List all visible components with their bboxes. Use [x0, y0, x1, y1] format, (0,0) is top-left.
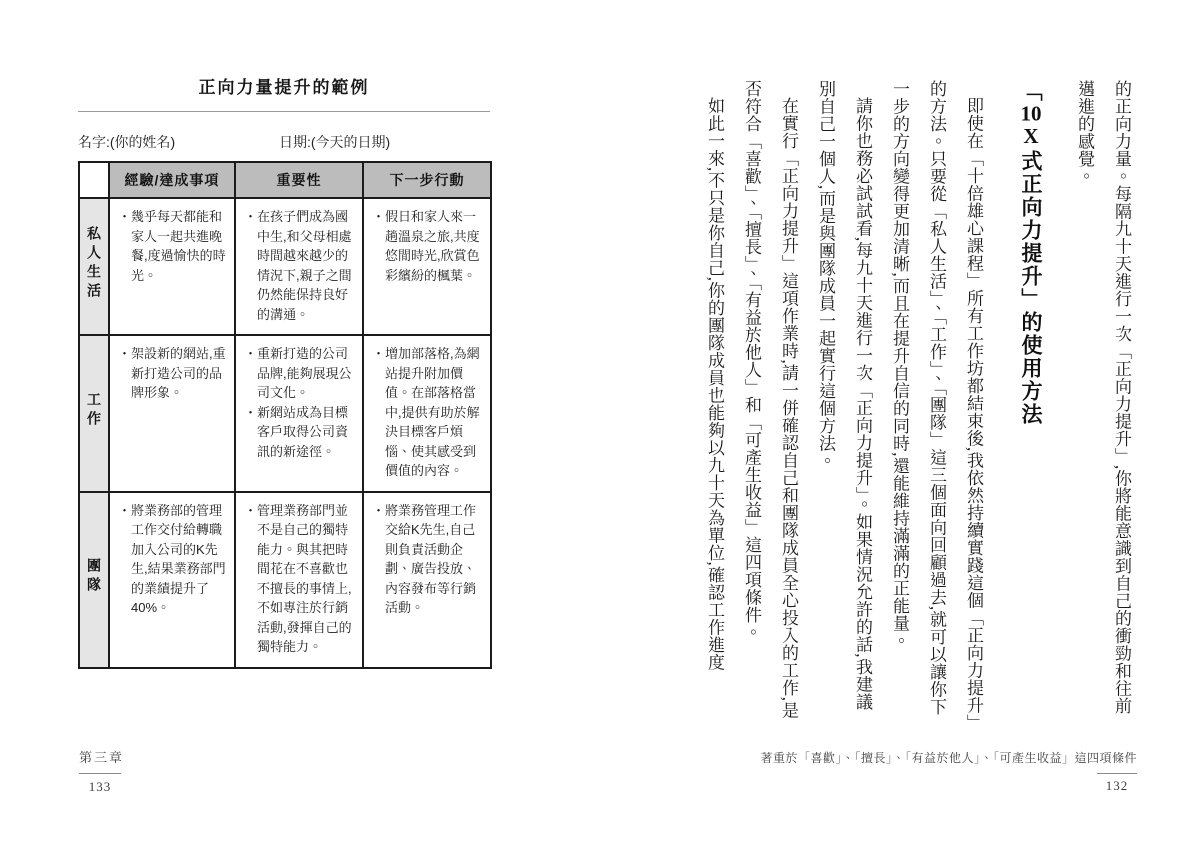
bullet-item: ・ 將業務部的管理工作交付給轉職加入公司的K先生,結果業務部門的業績提升了40%。	[118, 501, 228, 618]
row-label-work	[79, 335, 109, 492]
table-row-team	[79, 492, 491, 668]
right-page	[696, 80, 1140, 726]
cell-private-next-action	[363, 198, 491, 335]
bullet-item: ・ 重新打造的公司品牌,能夠展現公司文化。	[244, 344, 356, 403]
heading-rest: 式正向力提升」的使用方法	[1019, 150, 1043, 426]
running-note: 著重於「喜歡」、「擅長」、「有益於他人」、「可產生收益」這四項條件	[760, 751, 1137, 765]
cell-private-importance	[235, 198, 363, 335]
paragraph: 在實行「正向力提升」這項作業時,請一併確認自己和團隊成員全心投入的工作,是否符合「喜歡」、「擅長」、「有益於他人」和「可產生收益」這四項條件。	[742, 80, 798, 719]
table-row-private-life	[79, 198, 491, 335]
title-divider	[78, 111, 490, 112]
page-number-right: 132	[1097, 773, 1137, 794]
table-row-work	[79, 335, 491, 492]
bullet-item: ・ 新網站成為目標客戶取得公司資訊的新途徑。	[244, 403, 356, 462]
row-label-team	[79, 492, 109, 668]
bullet-item: ・ 增加部落格,為網站提升附加價值。在部落格當中,提供有助於解決目標客戶煩惱、使其感受到價值的內容。	[372, 344, 484, 481]
cell-work-importance	[235, 335, 363, 492]
left-page-footer	[79, 747, 124, 795]
left-page	[78, 78, 490, 669]
row-label-private-life	[79, 198, 109, 335]
bullet-item: ・ 將業務管理工作交給K先生,自己則負責活動企劃、廣告投放、內容發布等行銷活動。	[372, 501, 484, 618]
footer-divider	[79, 773, 121, 774]
row-label-text: 工作	[86, 391, 102, 430]
heading-letter-x: X	[1019, 124, 1043, 150]
paragraph: 如此一來,不只是你自己,你的團隊成員也能夠以九十天為單位,確認工作進度	[705, 97, 724, 672]
worksheet-meta	[78, 132, 490, 152]
row-label-text: 私人生活	[86, 226, 102, 302]
paragraph: 即使在「十倍雄心課程」所有工作坊都結束後,我依然持續實踐這個「正向力提升」的方法。只要從「私人生活」、「工作」、「團隊」這三個面向回顧過去,就可以讓你下一步的方向變得更加清晰,而且在提升自信的同時,還能維持滿滿的正能量。	[890, 80, 983, 724]
cell-private-experience	[109, 198, 235, 335]
paragraph: 請你也務必試試看,每九十天進行一次「正向力提升」。如果情況允許的話,我建議別自己一個人,而是與團隊成員一起實行這個方法。	[816, 80, 872, 711]
heading-number-10: 10	[1020, 103, 1042, 124]
right-page-footer	[760, 749, 1137, 794]
bullet-item: ・ 假日和家人來一趟溫泉之旅,共度悠閒時光,欣賞色彩繽紛的楓葉。	[372, 207, 484, 285]
section-heading	[1016, 80, 1046, 726]
row-label-text: 團隊	[86, 558, 102, 596]
paragraph-continuation: 的正向力量。每隔九十天進行一次「正向力提升」,你將能意識到自己的衝勁和往前邁進的感覺。	[1075, 80, 1131, 715]
table-header-row	[79, 162, 491, 198]
cell-team-experience	[109, 492, 235, 668]
bullet-item: ・ 管理業務部門並不是自己的獨特能力。與其把時間花在不喜歡也不擅長的事情上,不如專注於行銷活動,發揮自己的獨特能力。	[244, 501, 356, 657]
name-field-label: 名字:(你的姓名)	[78, 134, 176, 150]
column-header-next-action: 下一步行動	[363, 162, 491, 198]
column-header-importance: 重要性	[235, 162, 363, 198]
bullet-item: ・ 在孩子們成為國中生,和父母相處時間越來越少的情況下,親子之間仍然能保持良好的溝通。	[244, 207, 356, 324]
positive-focus-table	[78, 161, 492, 669]
cell-team-importance	[235, 492, 363, 668]
heading-open-bracket: 「	[1019, 80, 1043, 103]
cell-team-next-action	[363, 492, 491, 668]
corner-cell	[79, 162, 109, 198]
page-number-left: 133	[88, 779, 112, 794]
bullet-item: ・ 幾乎每天都能和家人一起共進晚餐,度過愉快的時光。	[118, 207, 228, 285]
column-header-experience: 經驗/達成事項	[109, 162, 235, 198]
chapter-label: 第三章	[79, 750, 125, 765]
cell-work-next-action	[363, 335, 491, 492]
cell-work-experience	[109, 335, 235, 492]
bullet-item: ・ 架設新的網站,重新打造公司的品牌形象。	[118, 344, 228, 403]
worksheet-title: 正向力量提升的範例	[198, 78, 370, 97]
date-field-label: 日期:(今天的日期)	[279, 134, 391, 150]
